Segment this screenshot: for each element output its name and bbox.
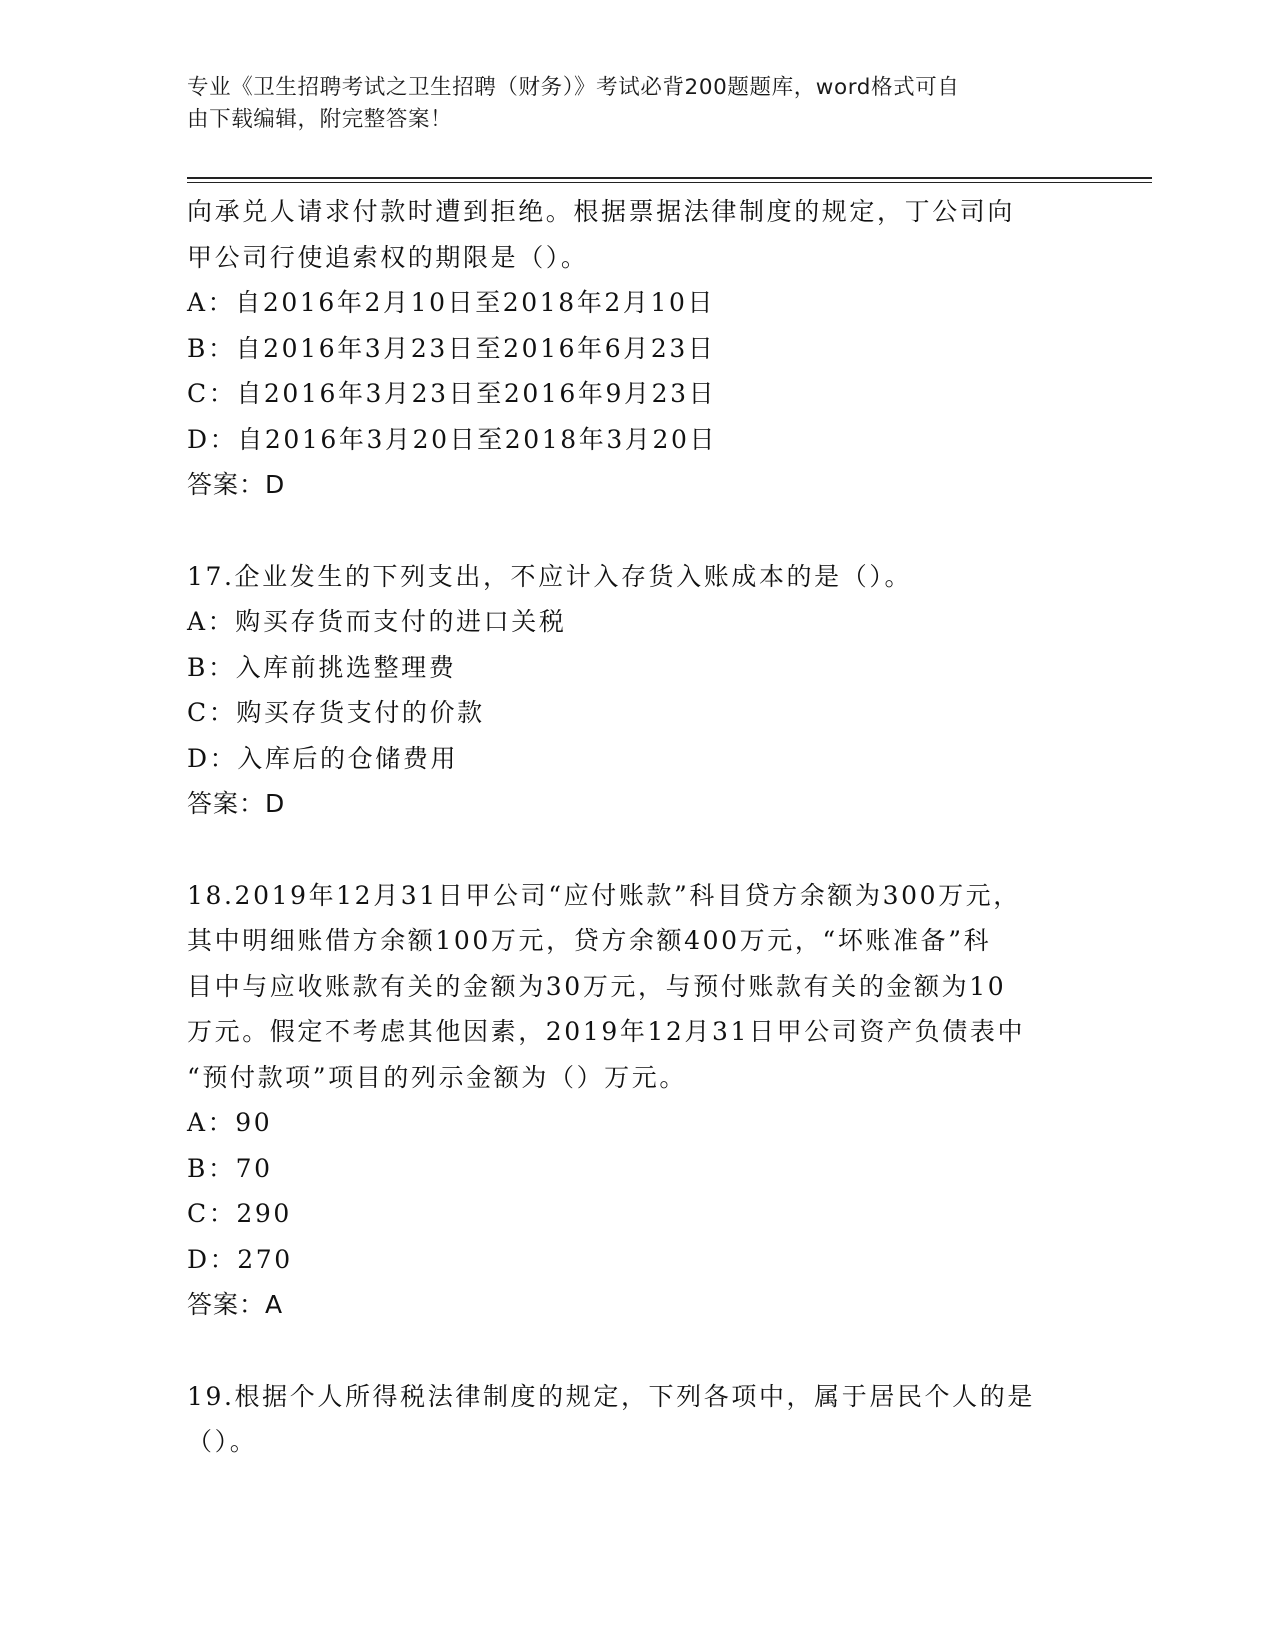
question-19 [187,1374,1087,1465]
option-d: D：270 [187,1244,293,1274]
option-c: C：290 [187,1199,292,1228]
question-16 [187,189,1087,508]
question-stem: “预付款项”项目的列示金额为（）万元。 [187,1062,687,1092]
option-c: C：自2016年3月23日至2016年9月23日 [187,379,717,408]
option-d: D：入库后的仓储费用 [187,743,459,773]
header-divider-thin [187,182,1152,183]
header-line: 由下载编辑，附完整答案！ [187,107,453,132]
question-stem: 甲公司行使追索权的期限是（）。 [187,242,589,272]
option-a: A：90 [187,1108,273,1137]
question-stem: 万元。假定不考虑其他因素，2019年12月31日甲公司资产负债表中 [187,1017,1026,1046]
option-d: D：自2016年3月20日至2018年3月20日 [187,424,718,454]
header-divider [187,177,1152,179]
question-stem: 18.2019年12月31日甲公司“应付账款”科目贷方余额为300万元， [187,880,1021,910]
question-stem: （）。 [187,1427,258,1456]
question-stem: 17.企业发生的下列支出，不应计入存货入账成本的是（）。 [187,561,913,591]
option-c: C：购买存货支付的价款 [187,698,485,727]
header-line: 专业《卫生招聘考试之卫生招聘（财务）》考试必背200题题库，word格式可自 [187,75,960,100]
question-18 [187,873,1087,1328]
answer: 答案：A [187,1290,284,1319]
answer: 答案：D [187,470,286,499]
question-stem: 向承兑人请求付款时遭到拒绝。根据票据法律制度的规定，丁公司向 [187,197,1016,226]
option-a: A：购买存货而支付的进口关税 [187,607,567,636]
question-17 [187,554,1087,827]
answer: 答案：D [187,789,286,818]
option-b: B：入库前挑选整理费 [187,652,457,682]
question-list [187,189,1087,1465]
option-b: B：70 [187,1153,273,1183]
question-stem: 目中与应收账款有关的金额为30万元，与预付账款有关的金额为10 [187,971,1007,1001]
question-stem: 其中明细账借方余额100万元，贷方余额400万元，“坏账准备”科 [187,926,992,955]
option-b: B：自2016年3月23日至2016年6月23日 [187,333,716,363]
option-a: A：自2016年2月10日至2018年2月10日 [187,288,716,317]
document-header [187,72,1067,136]
question-stem: 19.根据个人所得税法律制度的规定，下列各项中，属于居民个人的是 [187,1381,1035,1411]
